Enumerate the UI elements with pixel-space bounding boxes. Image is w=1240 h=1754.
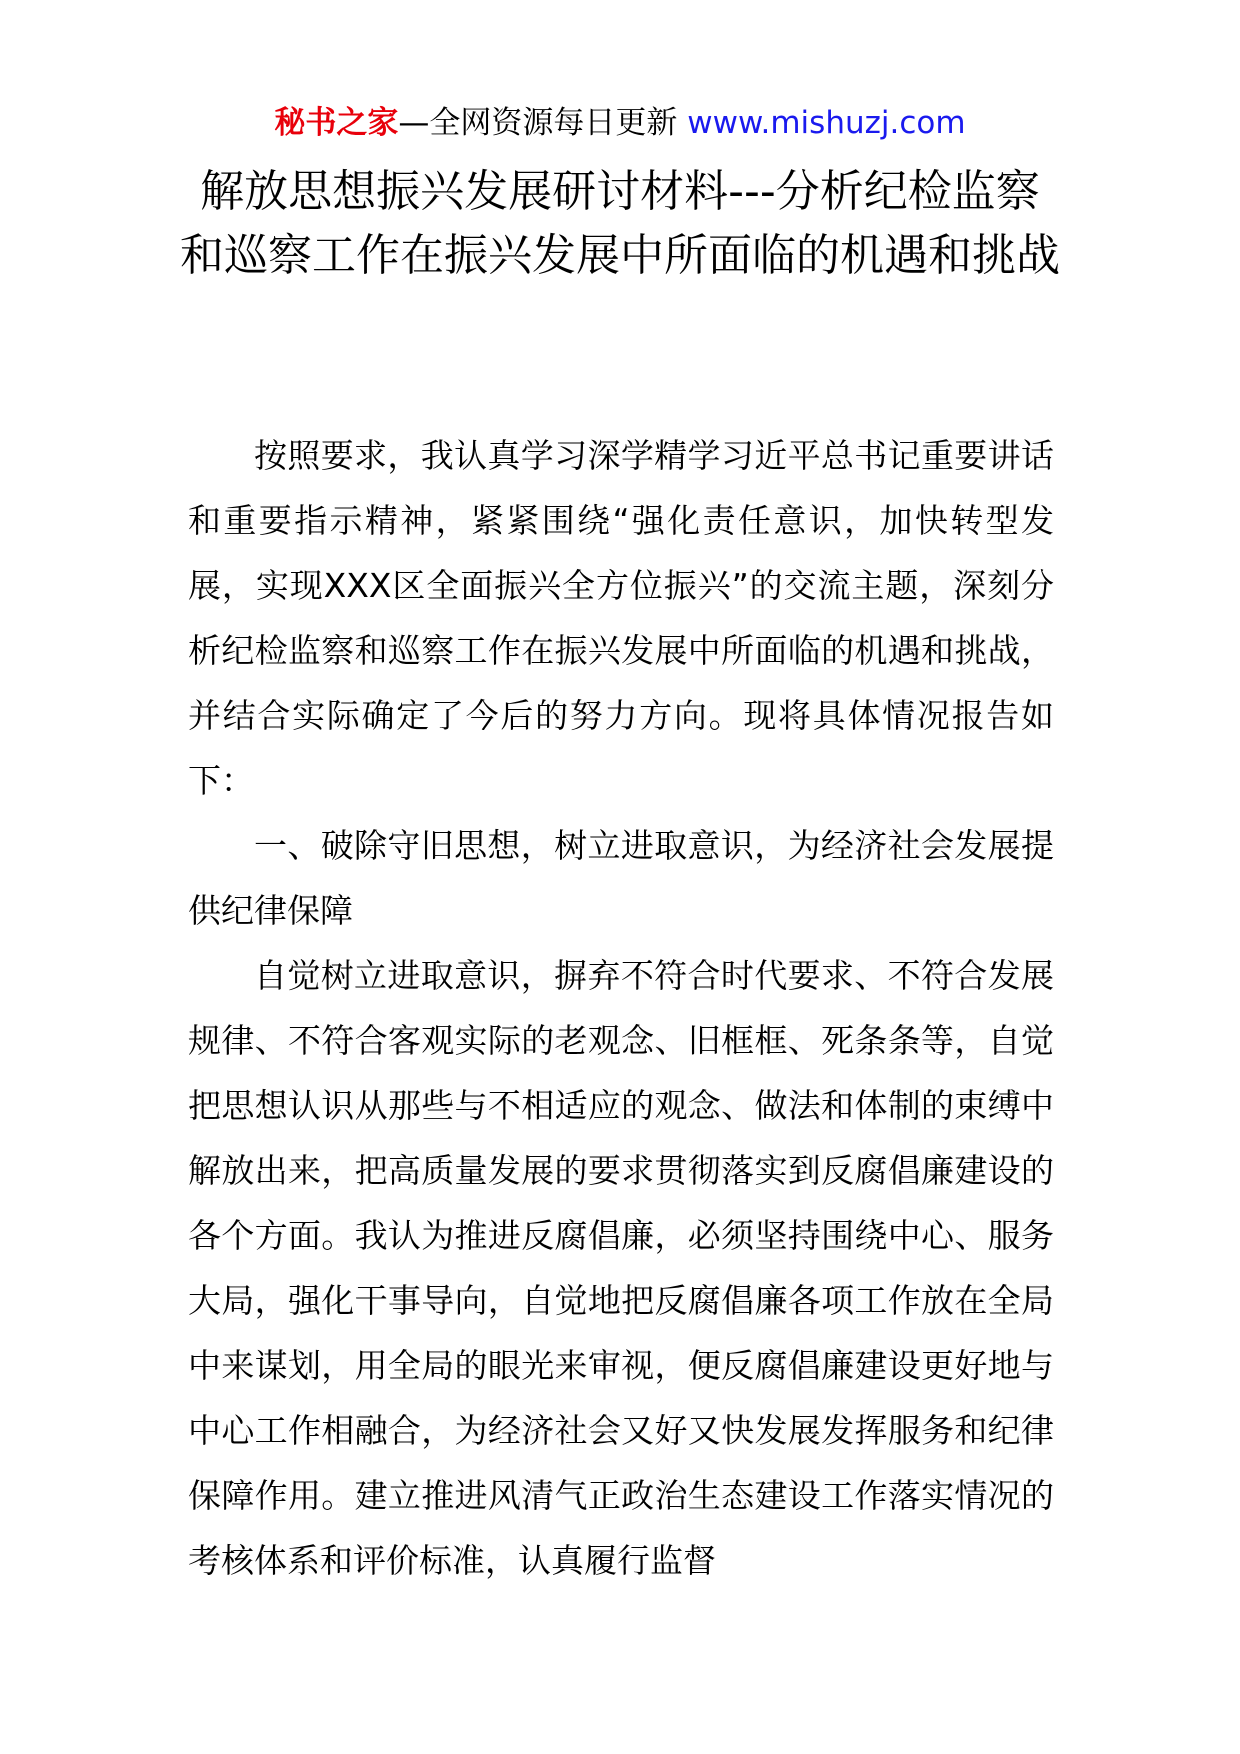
intro-paragraph: 按照要求，我认真学习深学精学习近平总书记重要讲话和重要指示精神，紧紧围绕“强化责任意识，加快转型发展，实现XXX区全面振兴全方位振兴”的交流主题，深刻分析纪检监察和巡察工作在振兴发展中所面临的机遇和挑战，并结合实际确定了今后的努力方向。现将具体情况报告如下： xyxy=(188,436,1054,800)
document-title: 解放思想振兴发展研讨材料---分析纪检监察和巡察工作在振兴发展中所面临的机遇和挑战 xyxy=(180,166,1060,281)
header-tagline: —全网资源每日更新 xyxy=(398,105,688,141)
section-heading: 一、破除守旧思想，树立进取意识，为经济社会发展提供纪律保障 xyxy=(188,826,1054,930)
site-url-link[interactable]: www.mishuzj.com xyxy=(687,105,966,141)
brand-name: 秘书之家 xyxy=(274,105,399,141)
body-paragraph: 自觉树立进取意识，摒弃不符合时代要求、不符合发展规律、不符合客观实际的老观念、旧框框、死条条等，自觉把思想认识从那些与不相适应的观念、做法和体制的束缚中解放出来，把高质量发展的要求贯彻落实到反腐倡廉建设的各个方面。我认为推进反腐倡廉，必须坚持围绕中心、服务大局，强化干事导向，自觉地把反腐倡廉各项工作放在全局中来谋划，用全局的眼光来审视，便反腐倡廉建设更好地与中心工作相融合，为经济社会又好又快发展发挥服务和纪律保障作用。建立推进风清气正政治生态建设工作落实情况的考核体系和评价标准，认真履行监督 xyxy=(188,956,1054,1580)
document-body xyxy=(188,423,1054,1593)
site-header xyxy=(0,100,1240,146)
